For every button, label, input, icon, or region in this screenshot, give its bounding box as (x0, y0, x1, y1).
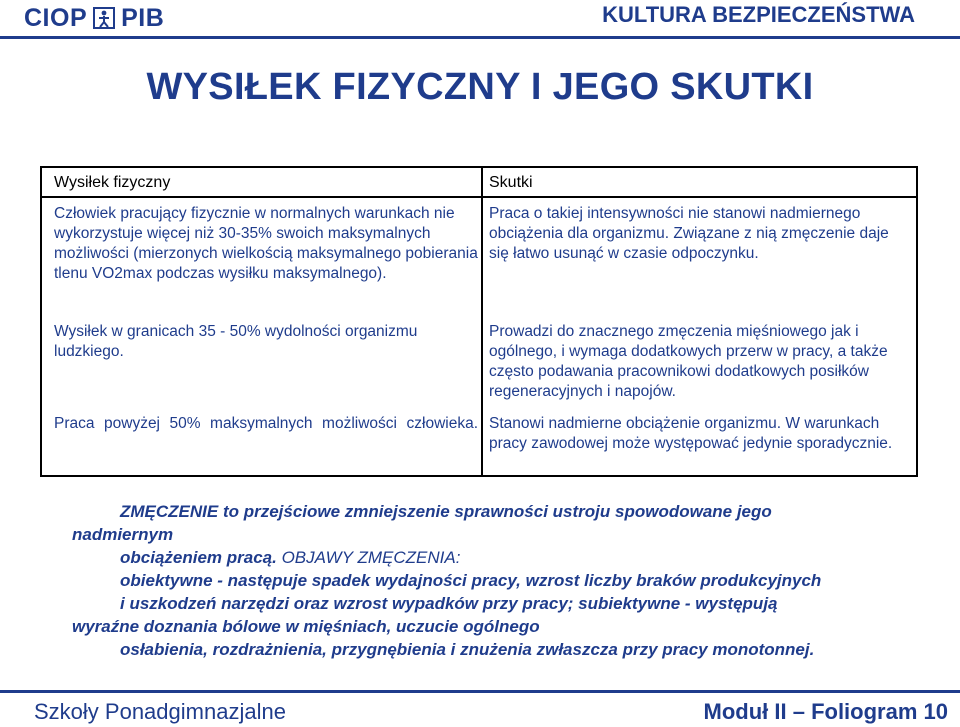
section-title: KULTURA BEZPIECZEŃSTWA (602, 2, 915, 27)
effort-effects-table (40, 166, 918, 477)
logo-pib: PIB (121, 3, 165, 32)
definition-line-2: nadmiernym (72, 525, 174, 544)
effect-row-1: Praca o takiej intensywności nie stanowi nadmiernego obciążenia dla organizmu. Związane z nią zmęczenie daje się łatwo usunąć w czasie odpoczynku. (489, 205, 889, 262)
logo-ciop: CIOP (24, 3, 88, 32)
definition-line-3a: obciążeniem pracą. (120, 548, 282, 567)
symptoms-heading: OBJAWY ZMĘCZENIA: (281, 548, 461, 567)
table-header-effort: Wysiłek fizyczny (54, 174, 171, 191)
header-divider (0, 36, 960, 39)
definition-line-1: ZMĘCZENIE to przejściowe zmniejszenie sprawności ustroju spowodowane jego (120, 502, 772, 521)
footer-school-level: Szkoły Ponadgimnazjalne (34, 699, 286, 724)
footer-module-slide: Moduł II – Foliogram 10 (703, 699, 948, 724)
page-title: WYSIŁEK FIZYCZNY I JEGO SKUTKI (146, 66, 814, 108)
definition-line-7: osłabienia, rozdrażnienia, przygnębienia i znużenia zwłaszcza przy pracy monotonnej. (120, 640, 815, 659)
effect-row-3: Stanowi nadmierne obciążenie organizmu. W warunkach pracy zawodowej może występować jedynie sporadycznie. (489, 415, 893, 452)
footer-divider (0, 690, 960, 693)
table-header-divider (42, 196, 916, 198)
definition-line-4: obiektywne - następuje spadek wydajności pracy, wzrost liczby braków produkcyjnych (120, 571, 822, 590)
effort-row-2: Wysiłek w granicach 35 - 50% wydolności organizmu ludzkiego. (54, 323, 418, 360)
table-header-effects: Skutki (489, 174, 533, 191)
figure-logo-icon (93, 7, 115, 29)
ciop-pib-logo (24, 4, 164, 32)
definition-line-6: wyraźne doznania bólowe w mięśniach, uczucie ogólnego (72, 617, 540, 636)
effort-row-1: Człowiek pracujący fizycznie w normalnych warunkach nie wykorzystuje więcej niż 30-35% swoich maksymalnych możliwości (mierzonych wielkością maksymalnego pobierania tlenu VO2max podczas wysiłku maksymalnego). (54, 205, 478, 282)
table-column-divider (481, 168, 483, 475)
definition-line-5: i uszkodzeń narzędzi oraz wzrost wypadków przy pracy; subiektywne - występują (120, 594, 778, 613)
definition-line-3 (120, 546, 940, 569)
effort-row-3: Praca powyżej 50% maksymalnych możliwości człowieka. (54, 415, 478, 432)
effect-row-2: Prowadzi do znacznego zmęczenia mięśniowego jak i ogólnego, i wymaga dodatkowych przerw w pracy, a także często podawania pracownikowi dodatkowych posiłków regeneracyjnych i napojów. (489, 323, 888, 400)
